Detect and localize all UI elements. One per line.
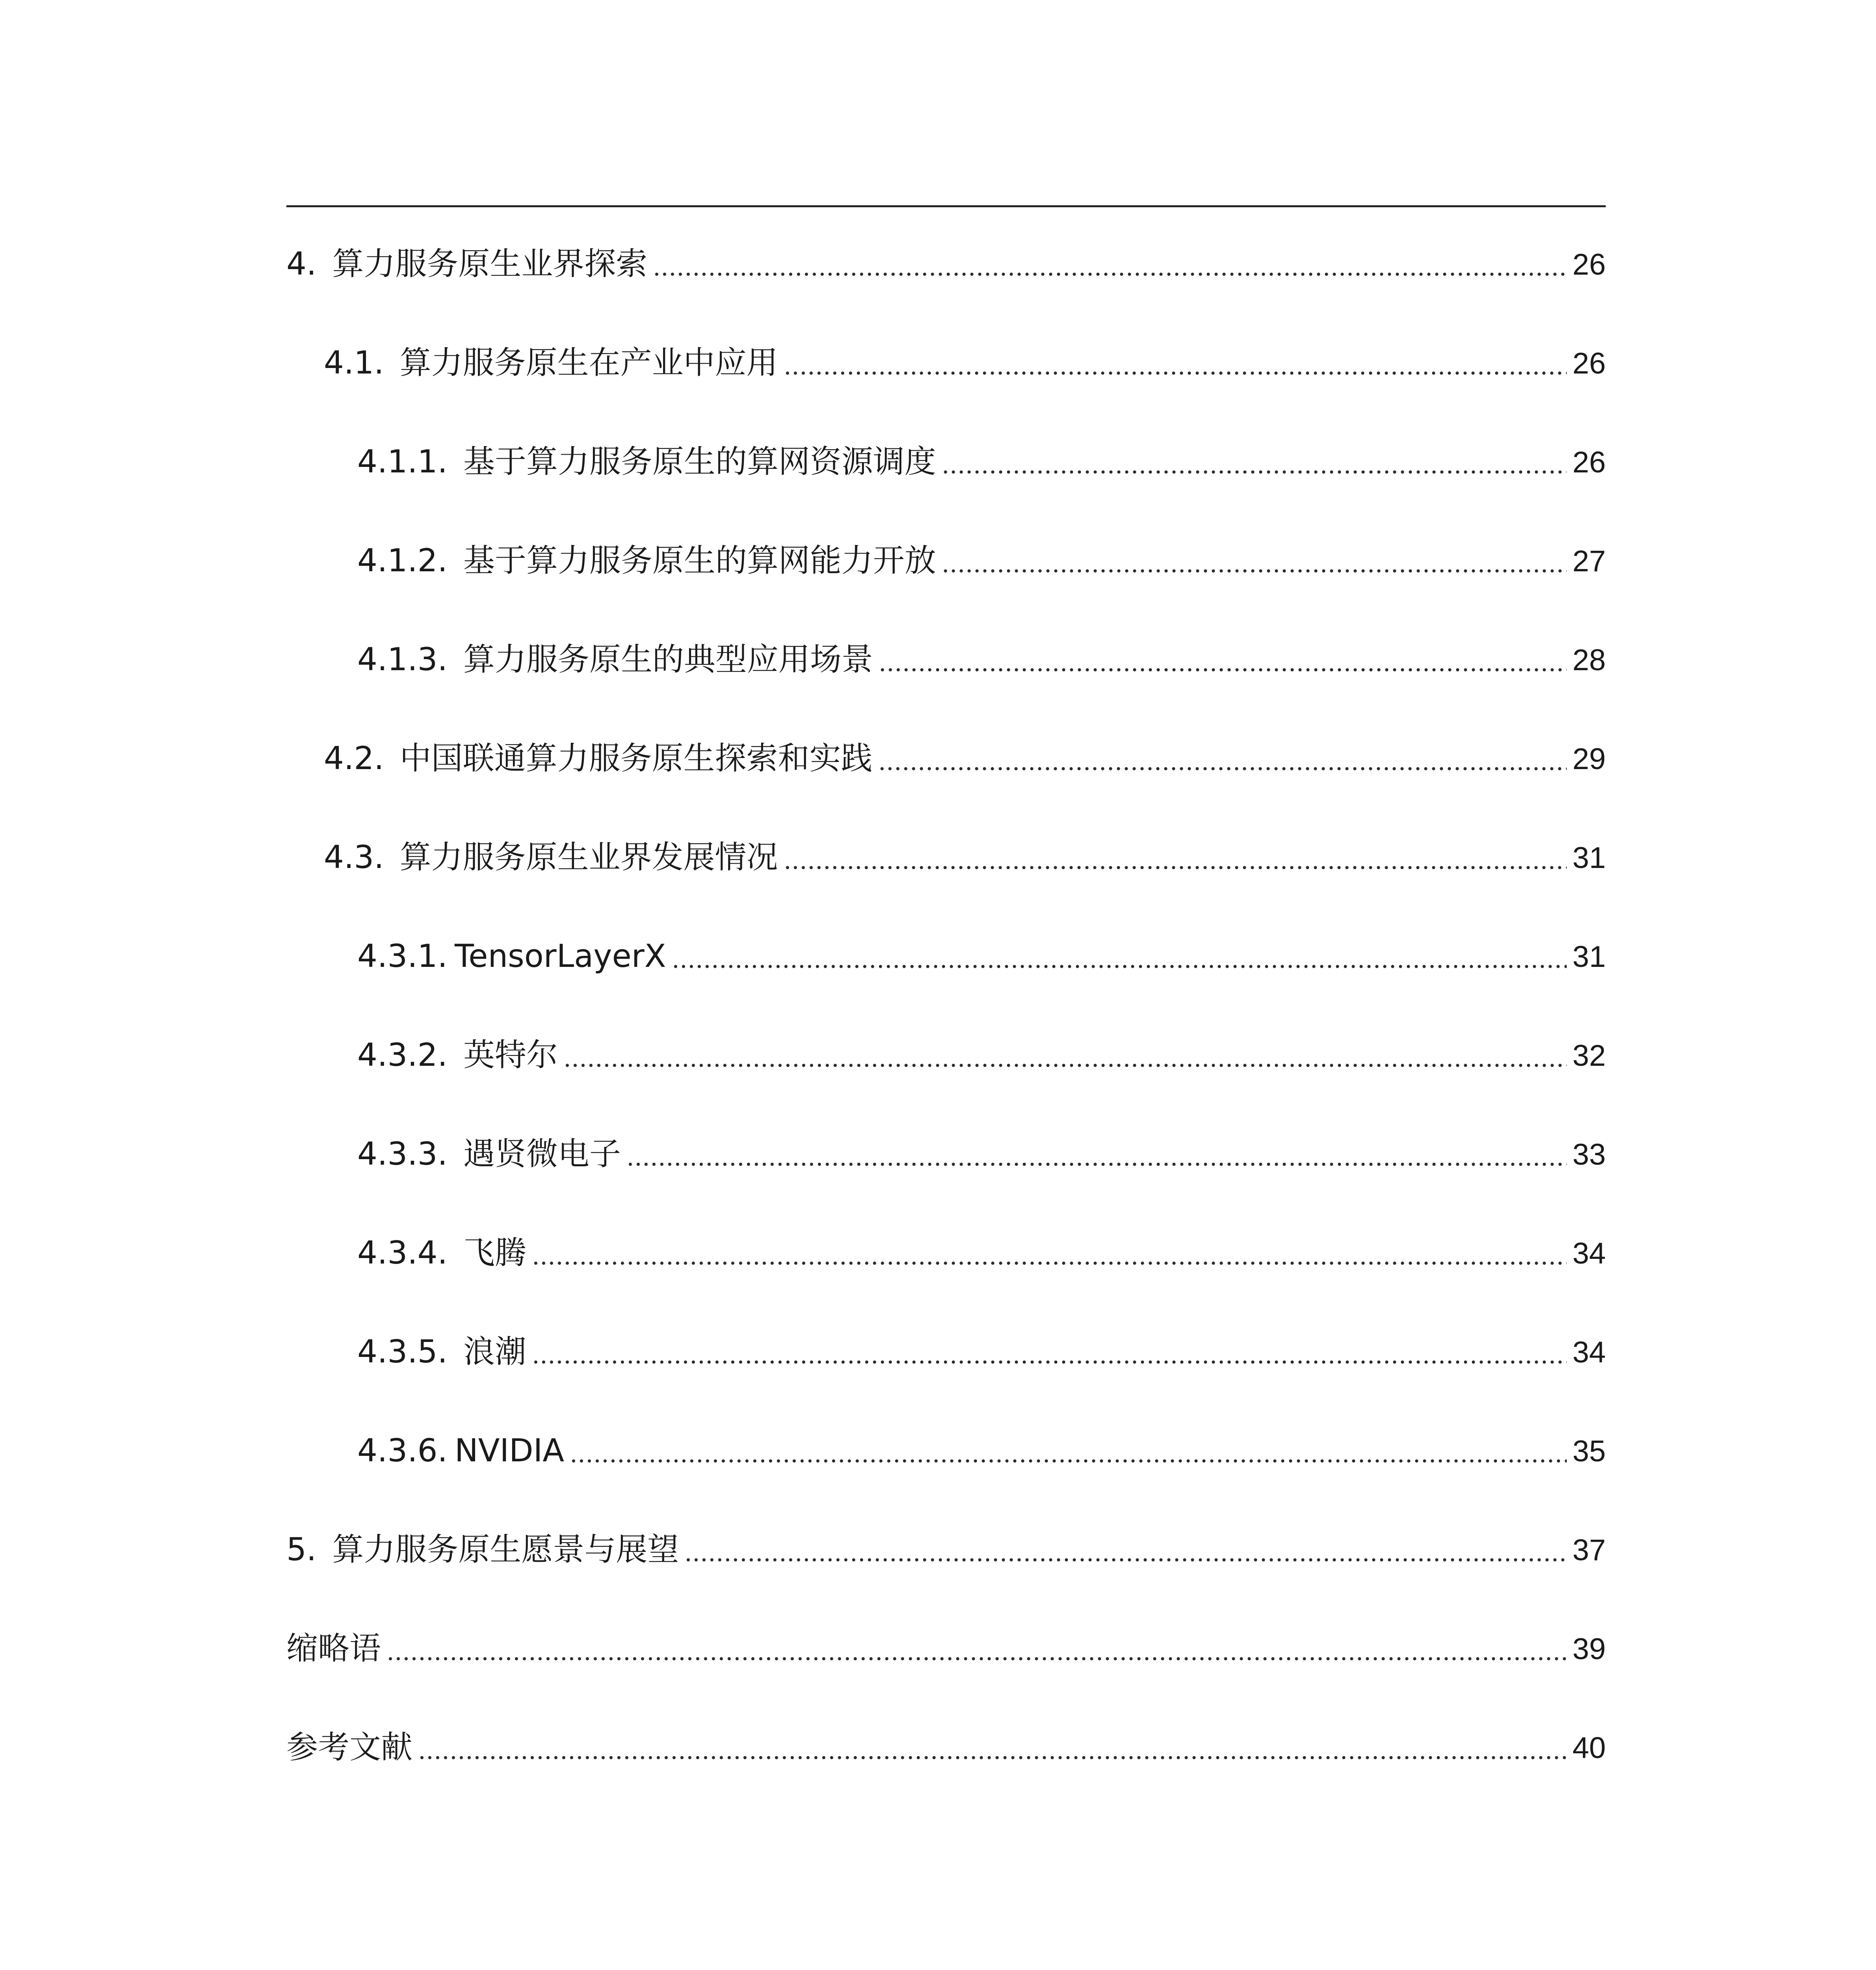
dot-leader — [878, 766, 1567, 771]
toc-entry[interactable] — [286, 240, 1606, 280]
toc-entry-page: 31 — [1572, 940, 1606, 974]
toc-entry-number: 5. — [286, 1531, 317, 1568]
toc-entry-number: 4.3.2. — [357, 1037, 448, 1073]
toc-entry[interactable] — [357, 1130, 1606, 1170]
dot-leader — [563, 1063, 1567, 1068]
toc-entry-number: 4.1.2. — [357, 542, 448, 579]
toc-entry-page: 33 — [1572, 1138, 1606, 1171]
toc-entry-number: 4. — [286, 245, 317, 282]
toc-entry-page: 32 — [1572, 1039, 1606, 1072]
toc-entry-title: 算力服务原生的典型应用场景 — [463, 641, 873, 678]
toc-entry-title: 飞腾 — [463, 1234, 526, 1271]
toc-entry-title: 遇贤微电子 — [463, 1136, 621, 1172]
dot-leader — [532, 1261, 1567, 1266]
dot-leader — [570, 1459, 1567, 1463]
toc-entry-title: 中国联通算力服务原生探索和实践 — [399, 740, 873, 777]
toc-entry[interactable] — [357, 1229, 1606, 1269]
toc-entry-number: 4.3.3. — [357, 1136, 448, 1172]
toc-entry-page: 35 — [1572, 1435, 1606, 1468]
toc-entry-number: 4.3.4. — [357, 1234, 448, 1271]
toc-entry[interactable] — [286, 1526, 1606, 1568]
toc-entry-page: 27 — [1572, 545, 1606, 578]
toc-entry-page: 40 — [1572, 1731, 1606, 1765]
dot-leader — [942, 569, 1567, 573]
toc-entry[interactable] — [324, 834, 1606, 873]
toc-entry-number: 4.3. — [324, 839, 384, 875]
toc-entry-page: 37 — [1572, 1533, 1606, 1567]
toc-entry-title: 基于算力服务原生的算网能力开放 — [463, 542, 936, 579]
toc-entry-number: 4.1.1. — [357, 443, 448, 480]
toc-entry-page: 26 — [1572, 446, 1606, 479]
toc-entry[interactable] — [357, 537, 1606, 579]
toc-entry-number: 4.3.6. — [357, 1432, 448, 1469]
toc-entry[interactable] — [357, 933, 1606, 972]
dot-leader — [942, 470, 1567, 474]
dot-leader — [626, 1162, 1567, 1167]
toc-entry-title: 参考文献 — [286, 1729, 412, 1766]
dot-leader — [684, 1557, 1567, 1562]
toc-entry-title: 缩略语 — [286, 1630, 381, 1667]
toc-entry-page: 39 — [1572, 1632, 1606, 1666]
dot-leader — [653, 272, 1567, 277]
toc-entry-page: 28 — [1572, 643, 1606, 677]
toc-entry[interactable] — [324, 735, 1606, 777]
dot-leader — [784, 371, 1567, 375]
dot-leader — [386, 1656, 1567, 1661]
dot-leader — [418, 1755, 1567, 1760]
toc-entry[interactable] — [286, 1724, 1606, 1766]
toc-entry-number: 4.3.1. — [357, 938, 448, 974]
toc-entry[interactable] — [286, 1625, 1606, 1667]
toc-entry-number: 4.3.5. — [357, 1333, 448, 1370]
toc-entry-title: TensorLayerX — [454, 938, 666, 974]
toc-entry[interactable] — [357, 1328, 1606, 1368]
toc-entry[interactable] — [357, 1031, 1606, 1071]
toc-entry-title: NVIDIA — [454, 1432, 565, 1469]
toc-entry-number: 4.2. — [324, 740, 384, 777]
toc-entry[interactable] — [357, 438, 1606, 478]
dot-leader — [532, 1360, 1567, 1364]
toc-entry-page: 31 — [1572, 841, 1606, 875]
dot-leader — [784, 865, 1567, 870]
toc-entry-page: 29 — [1572, 742, 1606, 776]
dot-leader — [879, 667, 1567, 672]
toc-entry-title: 英特尔 — [463, 1037, 558, 1073]
toc-entry-page: 34 — [1572, 1237, 1606, 1270]
header-rule — [286, 205, 1606, 207]
toc-entry[interactable] — [357, 1427, 1606, 1469]
toc-entry-page: 34 — [1572, 1336, 1606, 1369]
toc-entry-title: 算力服务原生在产业中应用 — [399, 344, 778, 381]
toc-entry[interactable] — [324, 339, 1606, 379]
toc-entry-title: 基于算力服务原生的算网资源调度 — [463, 443, 936, 480]
dot-leader — [672, 964, 1567, 969]
toc-entry-title: 浪潮 — [463, 1333, 526, 1370]
toc-entry-number: 4.1. — [324, 344, 384, 381]
toc-entry-page: 26 — [1572, 248, 1606, 281]
toc-entry-title: 算力服务原生业界探索 — [332, 245, 648, 282]
toc-entry-number: 4.1.3. — [357, 641, 448, 678]
toc-entry-title: 算力服务原生愿景与展望 — [332, 1531, 679, 1568]
toc-entry-title: 算力服务原生业界发展情况 — [399, 839, 778, 875]
toc-entry-page: 26 — [1572, 347, 1606, 380]
toc-entry[interactable] — [357, 636, 1606, 678]
